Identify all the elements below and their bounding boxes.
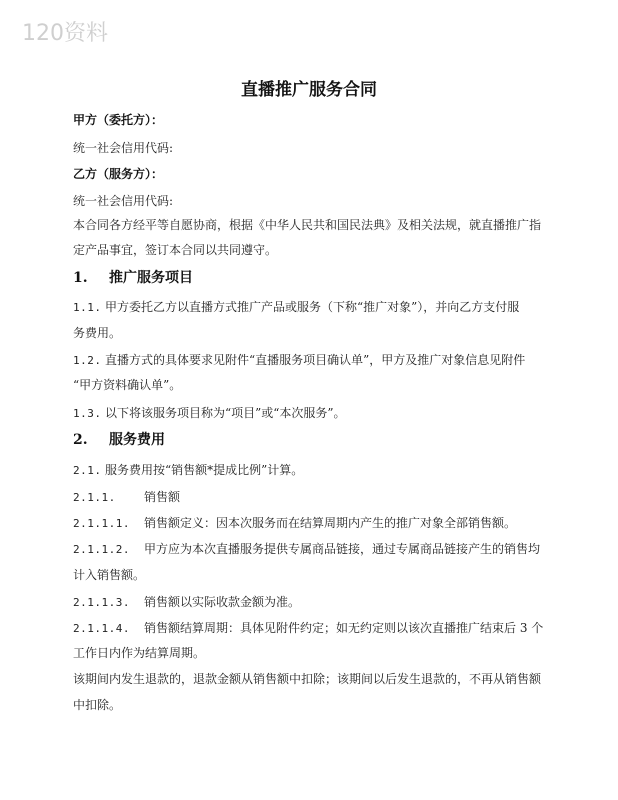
section-number: 1. [73,270,88,286]
party-a-credit-code: 统一社会信用代码: [73,141,174,155]
clause-2-1-1-2-continued: 计入销售额。 [73,568,146,582]
section-number: 2. [73,432,88,448]
clause-text: 以下将该服务项目称为“项目”或“本次服务”。 [105,406,346,420]
contract-title: 直播推广服务合同 [241,80,377,100]
intro-paragraph-line: 本合同各方经平等自愿协商，根据《中华人民共和国民法典》及相关法规，就直播推广指 [73,218,542,232]
section-1-heading [73,269,193,287]
clause-1-2-continued: “甲方资料确认单”。 [73,378,182,392]
clause-text: 服务费用按“销售额*提成比例”计算。 [105,463,304,477]
clause-text: 销售额结算周期：具体见附件约定；如无约定则以该次直播推广结束后 3 个 [144,621,544,635]
clause-text: 甲方应为本次直播服务提供专属商品链接，通过专属商品链接产生的销售均 [144,542,541,556]
clause-number: 2.1.1. [73,491,116,504]
clause-number: 2.1.1.2. [73,543,130,556]
clause-1-2 [73,352,525,369]
clause-2-1-1-3 [73,594,300,611]
clause-2-1-1-4-continued: 工作日内作为结算周期。 [73,646,206,660]
clause-number: 1.2. [73,354,102,367]
closing-paragraph-line: 该期间内发生退款的，退款金额从销售额中扣除；该期间以后发生退款的，不再从销售额 [73,672,542,686]
section-title: 推广服务项目 [109,270,193,286]
party-b-credit-code: 统一社会信用代码: [73,194,174,208]
section-2-heading [73,431,165,449]
party-a-label: 甲方（委托方）： [73,113,164,127]
clause-2-1 [73,462,303,479]
clause-text: 销售额定义：因本次服务而在结算周期内产生的推广对象全部销售额。 [144,516,517,530]
clause-2-1-1-4 [73,620,543,637]
intro-paragraph-line: 定产品事宜，签订本合同以共同遵守。 [73,243,278,257]
clause-number: 1.3. [73,407,102,420]
watermark-logo: 120资料 [22,21,108,46]
clause-text: 甲方委托乙方以直播方式推广产品或服务（下称“推广对象”），并向乙方支付服 [105,300,520,314]
section-title: 服务费用 [109,432,165,448]
clause-text: 销售额以实际收款金额为准。 [144,595,301,609]
clause-2-1-1-2 [73,541,540,558]
clause-number: 2.1.1.1. [73,517,130,530]
clause-number: 2.1.1.4. [73,622,130,635]
clause-text: 销售额 [144,490,181,504]
clause-1-1 [73,299,519,316]
clause-number: 2.1.1.3. [73,596,130,609]
clause-number: 1.1. [73,301,102,314]
clause-2-1-1-1 [73,515,516,532]
clause-number: 2.1. [73,464,102,477]
clause-1-3 [73,405,346,422]
clause-1-1-continued: 务费用。 [73,326,122,340]
clause-text: 直播方式的具体要求见附件“直播服务项目确认单”，甲方及推广对象信息见附件 [105,353,526,367]
closing-paragraph-line: 中扣除。 [73,698,122,712]
clause-2-1-1 [73,489,180,506]
party-b-label: 乙方（服务方）： [73,167,164,181]
